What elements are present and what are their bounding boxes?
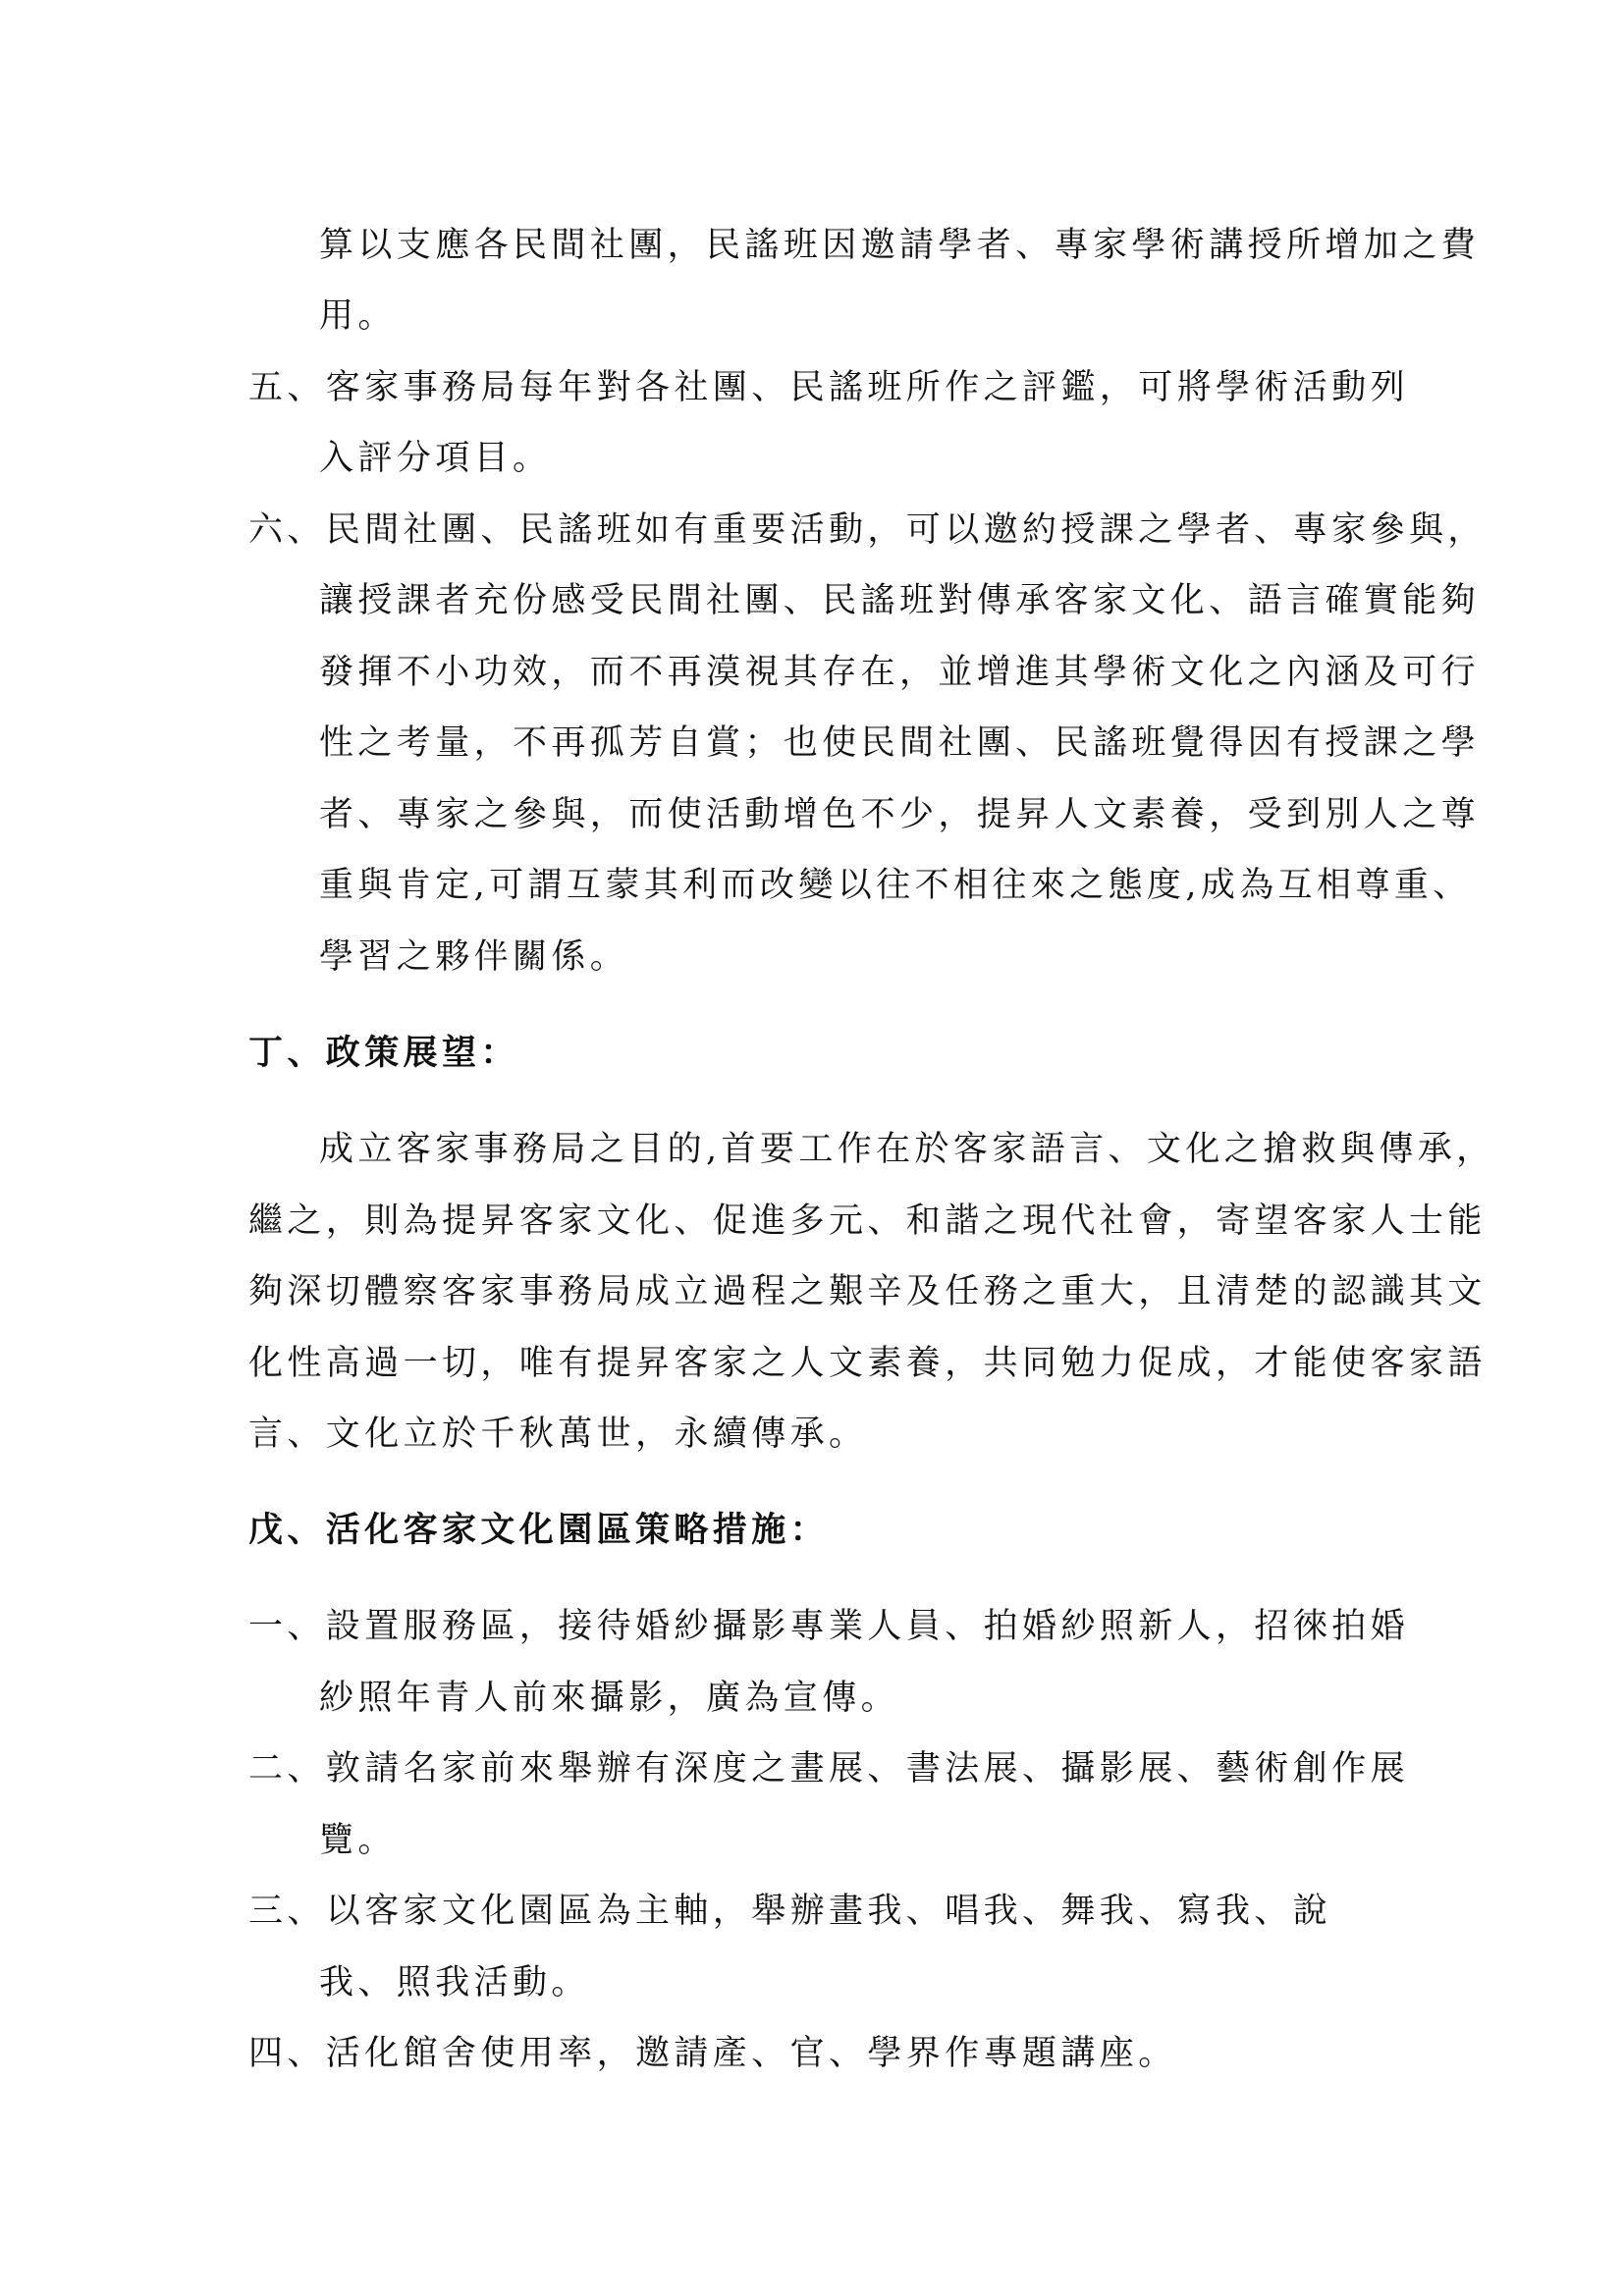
text-line: 重與肯定,可謂互蒙其利而改變以往不相往來之態度,成為互相尊重、 <box>319 866 1472 905</box>
text-line: 發揮不小功效，而不再漠視其存在，並增進其學術文化之內涵及可行 <box>319 653 1481 692</box>
text-line: 言、文化立於千秋萬世，永續傳承。 <box>248 1415 868 1454</box>
text-line: 讓授課者充份感受民間社團、民謠班對傳承客家文化、語言確實能夠 <box>319 581 1481 620</box>
text-line: 一、設置服務區，接待婚紗攝影專業人員、拍婚紗照新人，招徠拍婚 <box>248 1607 1410 1646</box>
text-line: 者、專家之參與，而使活動增色不少，提昇人文素養，受到別人之尊 <box>319 795 1481 834</box>
text-line: 五、客家事務局每年對各社團、民謠班所作之評鑑，可將學術活動列 <box>248 368 1410 407</box>
text-line: 性之考量，不再孤芳自賞；也使民間社團、民謠班覺得因有授課之學 <box>319 723 1481 763</box>
text-line: 學習之夥伴關係。 <box>319 937 629 977</box>
text-line: 二、敦請名家前來舉辦有深度之畫展、書法展、攝影展、藝術創作展 <box>248 1749 1410 1789</box>
text-line: 入評分項目。 <box>319 439 552 478</box>
section-heading-wu: 戊、活化客家文化園區策略措施： <box>248 1510 830 1550</box>
text-line: 六、民間社團、民謠班如有重要活動，可以邀約授課之學者、專家參與， <box>248 510 1487 550</box>
section-heading-ding: 丁、政策展望： <box>248 1033 519 1073</box>
text-line: 算以支應各民間社團，民謠班因邀請學者、專家學術講授所增加之費 <box>319 226 1481 265</box>
text-line: 夠深切體察客家事務局成立過程之艱辛及任務之重大，且清楚的認識其文 <box>248 1272 1487 1311</box>
text-line: 用。 <box>319 296 397 336</box>
text-line: 成立客家事務局之目的,首要工作在於客家語言、文化之搶救與傳承， <box>319 1130 1495 1169</box>
text-line: 三、以客家文化園區為主軸，舉辦畫我、唱我、舞我、寫我、說 <box>248 1892 1332 1931</box>
text-line: 覽。 <box>319 1821 397 1860</box>
text-line: 紗照年青人前來攝影，廣為宣傳。 <box>319 1679 900 1718</box>
text-line: 四、活化館舍使用率，邀請產、官、學界作專題講座。 <box>248 2034 1177 2073</box>
text-line: 繼之，則為提昇客家文化、促進多元、和諧之現代社會，寄望客家人士能 <box>248 1201 1487 1241</box>
text-line: 我、照我活動。 <box>319 1963 590 2002</box>
text-line: 化性高過一切，唯有提昇客家之人文素養，共同勉力促成，才能使客家語 <box>248 1344 1487 1383</box>
